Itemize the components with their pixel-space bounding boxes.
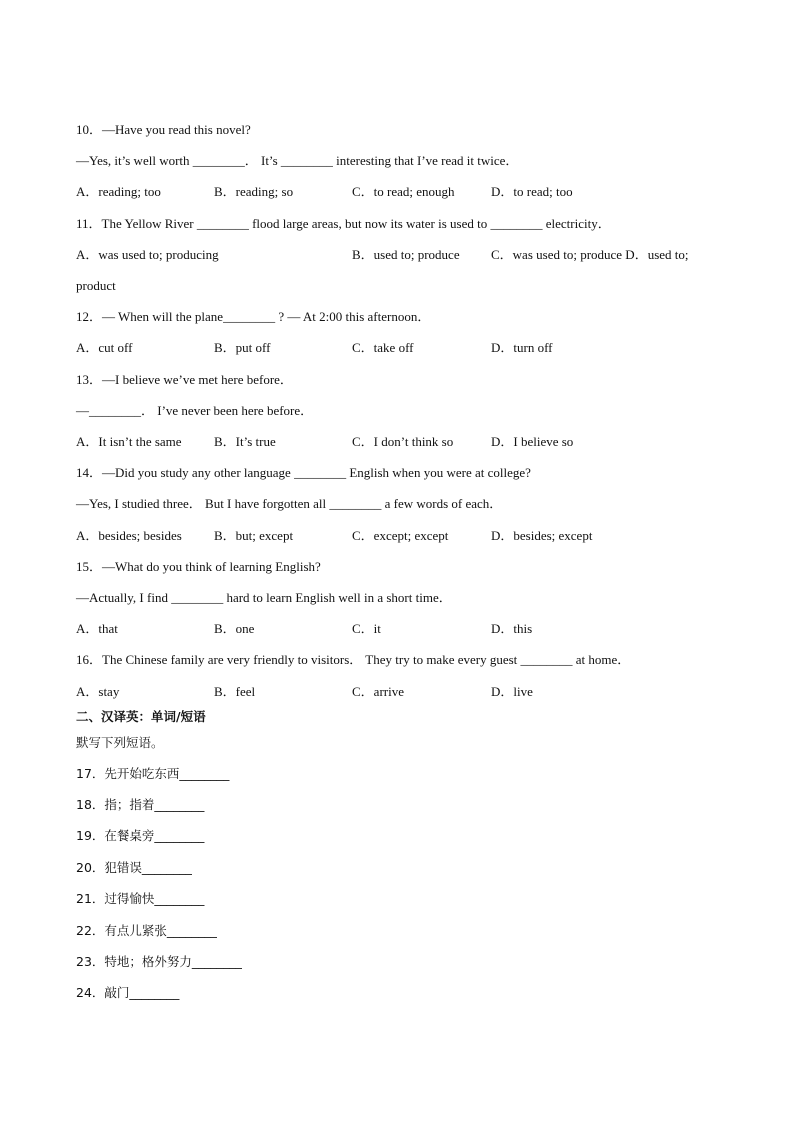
question-16-option-c: C．arrive (352, 684, 404, 699)
vocab-item-17: 17．先开始吃东西________ (76, 766, 230, 781)
question-11-option-d-continued: product (76, 278, 116, 293)
vocab-item-20: 20．犯错误________ (76, 860, 192, 875)
question-10-option-b: B．reading; so (214, 184, 294, 199)
question-11-option-a: A．was used to; producing (76, 247, 219, 262)
question-16-option-a: A．stay (76, 684, 120, 699)
vocab-item-23: 23．特地；格外努力________ (76, 954, 242, 969)
question-13-reply: —________． I’ve never been here before． (76, 403, 314, 418)
question-13-option-d: D．I believe so (491, 434, 574, 449)
question-13-option-b: B．It’s true (214, 434, 276, 449)
question-10-option-d: D．to read; too (491, 184, 573, 199)
question-15-option-b: B．one (214, 621, 255, 636)
question-14-option-c: C．except; except (352, 528, 449, 543)
vocab-item-22: 22．有点儿紧张________ (76, 923, 217, 938)
question-11-option-b: B．used to; produce (352, 247, 460, 262)
section-heading: 二、汉译英：单词/短语 (76, 709, 206, 724)
question-13-stem: 13．—I believe we’ve met here before． (76, 372, 293, 387)
question-16-stem: 16．The Chinese family are very friendly to visitors． They try to make every guest ________ at home． (76, 652, 631, 667)
question-12-option-a: A．cut off (76, 340, 133, 355)
question-15-stem: 15．—What do you think of learning English? (76, 559, 321, 574)
vocab-item-18: 18．指；指着________ (76, 797, 205, 812)
question-12-option-b: B．put off (214, 340, 271, 355)
vocab-item-21: 21．过得愉快________ (76, 891, 205, 906)
question-15-option-a: A．that (76, 621, 118, 636)
question-10-option-a: A．reading; too (76, 184, 161, 199)
question-14-option-b: B．but; except (214, 528, 294, 543)
question-12-option-c: C．take off (352, 340, 414, 355)
question-15-option-d: D．this (491, 621, 533, 636)
section-instruction: 默写下列短语。 (76, 735, 164, 750)
question-10-option-c: C．to read; enough (352, 184, 455, 199)
question-13-option-c: C．I don’t think so (352, 434, 454, 449)
question-16-option-b: B．feel (214, 684, 256, 699)
question-15-option-c: C．it (352, 621, 381, 636)
question-12-option-d: D．turn off (491, 340, 553, 355)
question-16-option-d: D．live (491, 684, 533, 699)
question-10-reply: —Yes, it’s well worth ________． It’s ________ interesting that I’ve read it twice． (76, 153, 519, 168)
question-11-stem: 11．The Yellow River ________ flood large areas, but now its water is used to ________ electricity． (76, 216, 611, 231)
vocab-item-19: 19．在餐桌旁________ (76, 828, 205, 843)
question-14-option-a: A．besides; besides (76, 528, 182, 543)
question-10-stem: 10．—Have you read this novel? (76, 122, 251, 137)
question-12-stem: 12．— When will the plane________ ? — At 2:00 this afternoon． (76, 309, 431, 324)
vocab-item-24: 24．敲门________ (76, 985, 180, 1000)
question-13-option-a: A．It isn’t the same (76, 434, 182, 449)
question-15-reply: —Actually, I find ________ hard to learn English well in a short time． (76, 590, 452, 605)
question-14-reply: —Yes, I studied three． But I have forgotten all ________ a few words of each． (76, 496, 503, 511)
question-14-option-d: D．besides; except (491, 528, 593, 543)
question-14-stem: 14．—Did you study any other language ________ English when you were at college? (76, 465, 531, 480)
question-11-option-cd: C．was used to; produce D．used to; (491, 247, 689, 262)
